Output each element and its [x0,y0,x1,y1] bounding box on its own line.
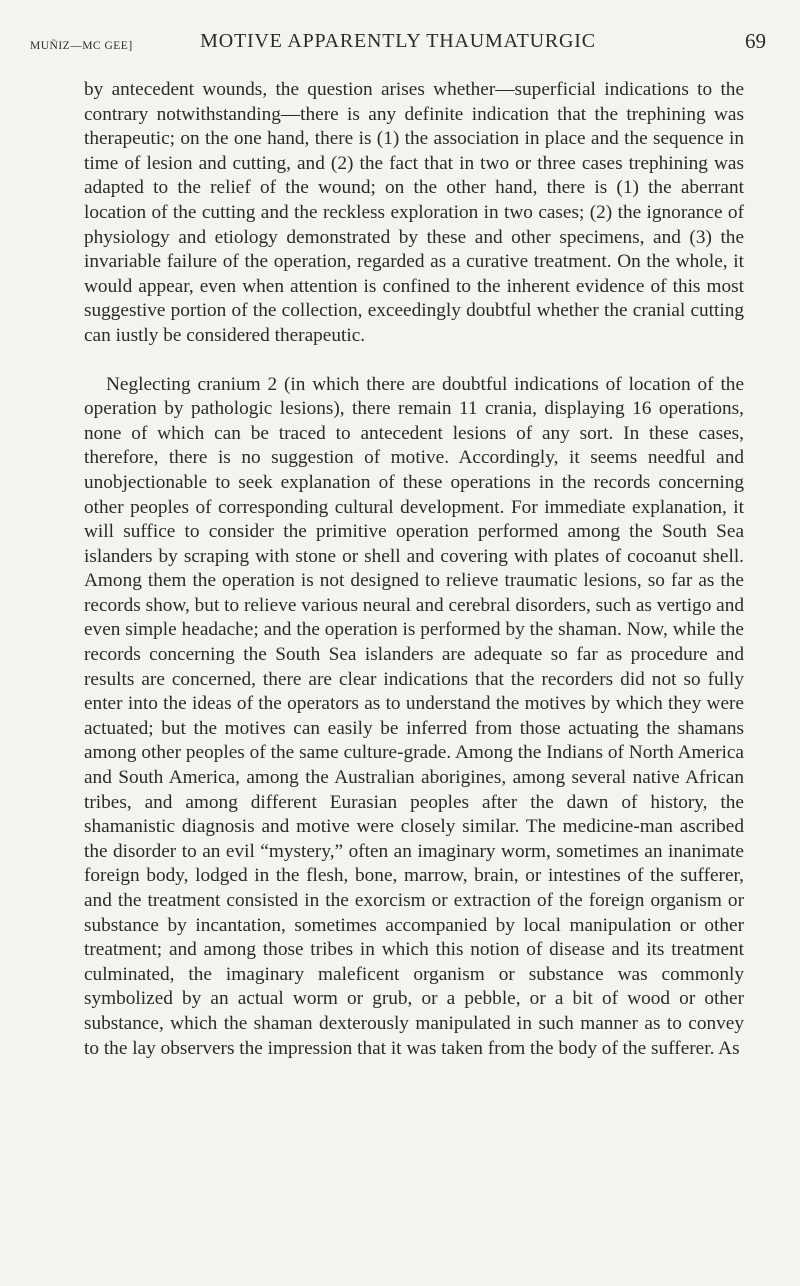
paragraph-continued: by antecedent wounds, the question arises whether—superficial indications to the contrary notwithstanding—there is any definite indication that the trephining was therapeutic; on the one hand, there is (1) the association in place and the sequence in time of lesion and cutting, and (2) the fact that in two or three cases trephining was adapted to the relief of the wound; on the other hand, there is (1) the aberrant location of the cutting and the reckless exploration in two cases; (2) the ignorance of physiology and etiology demonstrated by these and other specimens, and (3) the invariable failure of the operation, regarded as a curative treatment. On the whole, it would appear, even when attention is confined to the inherent evidence of this most suggestive portion of the collection, exceedingly doubtful whether the cranial cutting can iustly be considered therapeutic. [84,79,744,346]
body-text [84,78,744,1061]
page-header [30,26,766,60]
paragraph: Neglecting cranium 2 (in which there are doubtful indications of location of the operation by pathologic lesions), there remain 11 crania, displaying 16 operations, none of which can be traced to antecedent lesions of any sort. In these cases, therefore, there is no suggestion of motive. Accordingly, it seems needful and unobjectionable to seek explanation of these operations in the records concerning other peoples of corresponding cultural development. For immediate explanation, it will suffice to consider the primitive operation performed among the South Sea islanders by scraping with stone or shell and covering with plates of cocoanut shell. Among them the operation is not designed to relieve traumatic lesions, so far as the records show, but to relieve various neural and cerebral disorders, such as vertigo and even simple headache; and the operation is performed by the shaman. Now, while the records concerning the South Sea islanders are adequate so far as procedure and results are concerned, there are clear indications that the recorders did not so fully enter into the ideas of the operators as to understand the motives by which they were actuated; but the motives can easily be inferred from those actuating the shamans among other peoples of the same culture-grade. Among the Indians of North America and South America, among the Australian aborigines, among several native African tribes, and among different Eurasian peoples after the dawn of history, the shamanistic diagnosis and motive were closely similar. The medicine-man ascribed the disorder to an evil “mystery,” often an imaginary worm, sometimes an inanimate foreign body, lodged in the flesh, bone, marrow, brain, or intestines of the sufferer, and the treatment consisted in the exorcism or extraction of the foreign organism or substance by incantation, sometimes accompanied by local manipulation or other treatment; and among those tribes in which this notion of disease and its treatment culminated, the imaginary maleficent organism or substance was commonly symbolized by an actual worm or grub, or a pebble, or a bit of wood or other substance, which the shaman dexterously manipulated in such manner as to convey to the lay observers the impression that it was taken from the body of the sufferer. As [84,373,744,1059]
running-head-title: MOTIVE APPARENTLY THAUMATURGIC [200,30,596,52]
running-head-authors: MUÑIZ—MC GEE] [30,40,133,52]
page-number: 69 [745,29,766,53]
